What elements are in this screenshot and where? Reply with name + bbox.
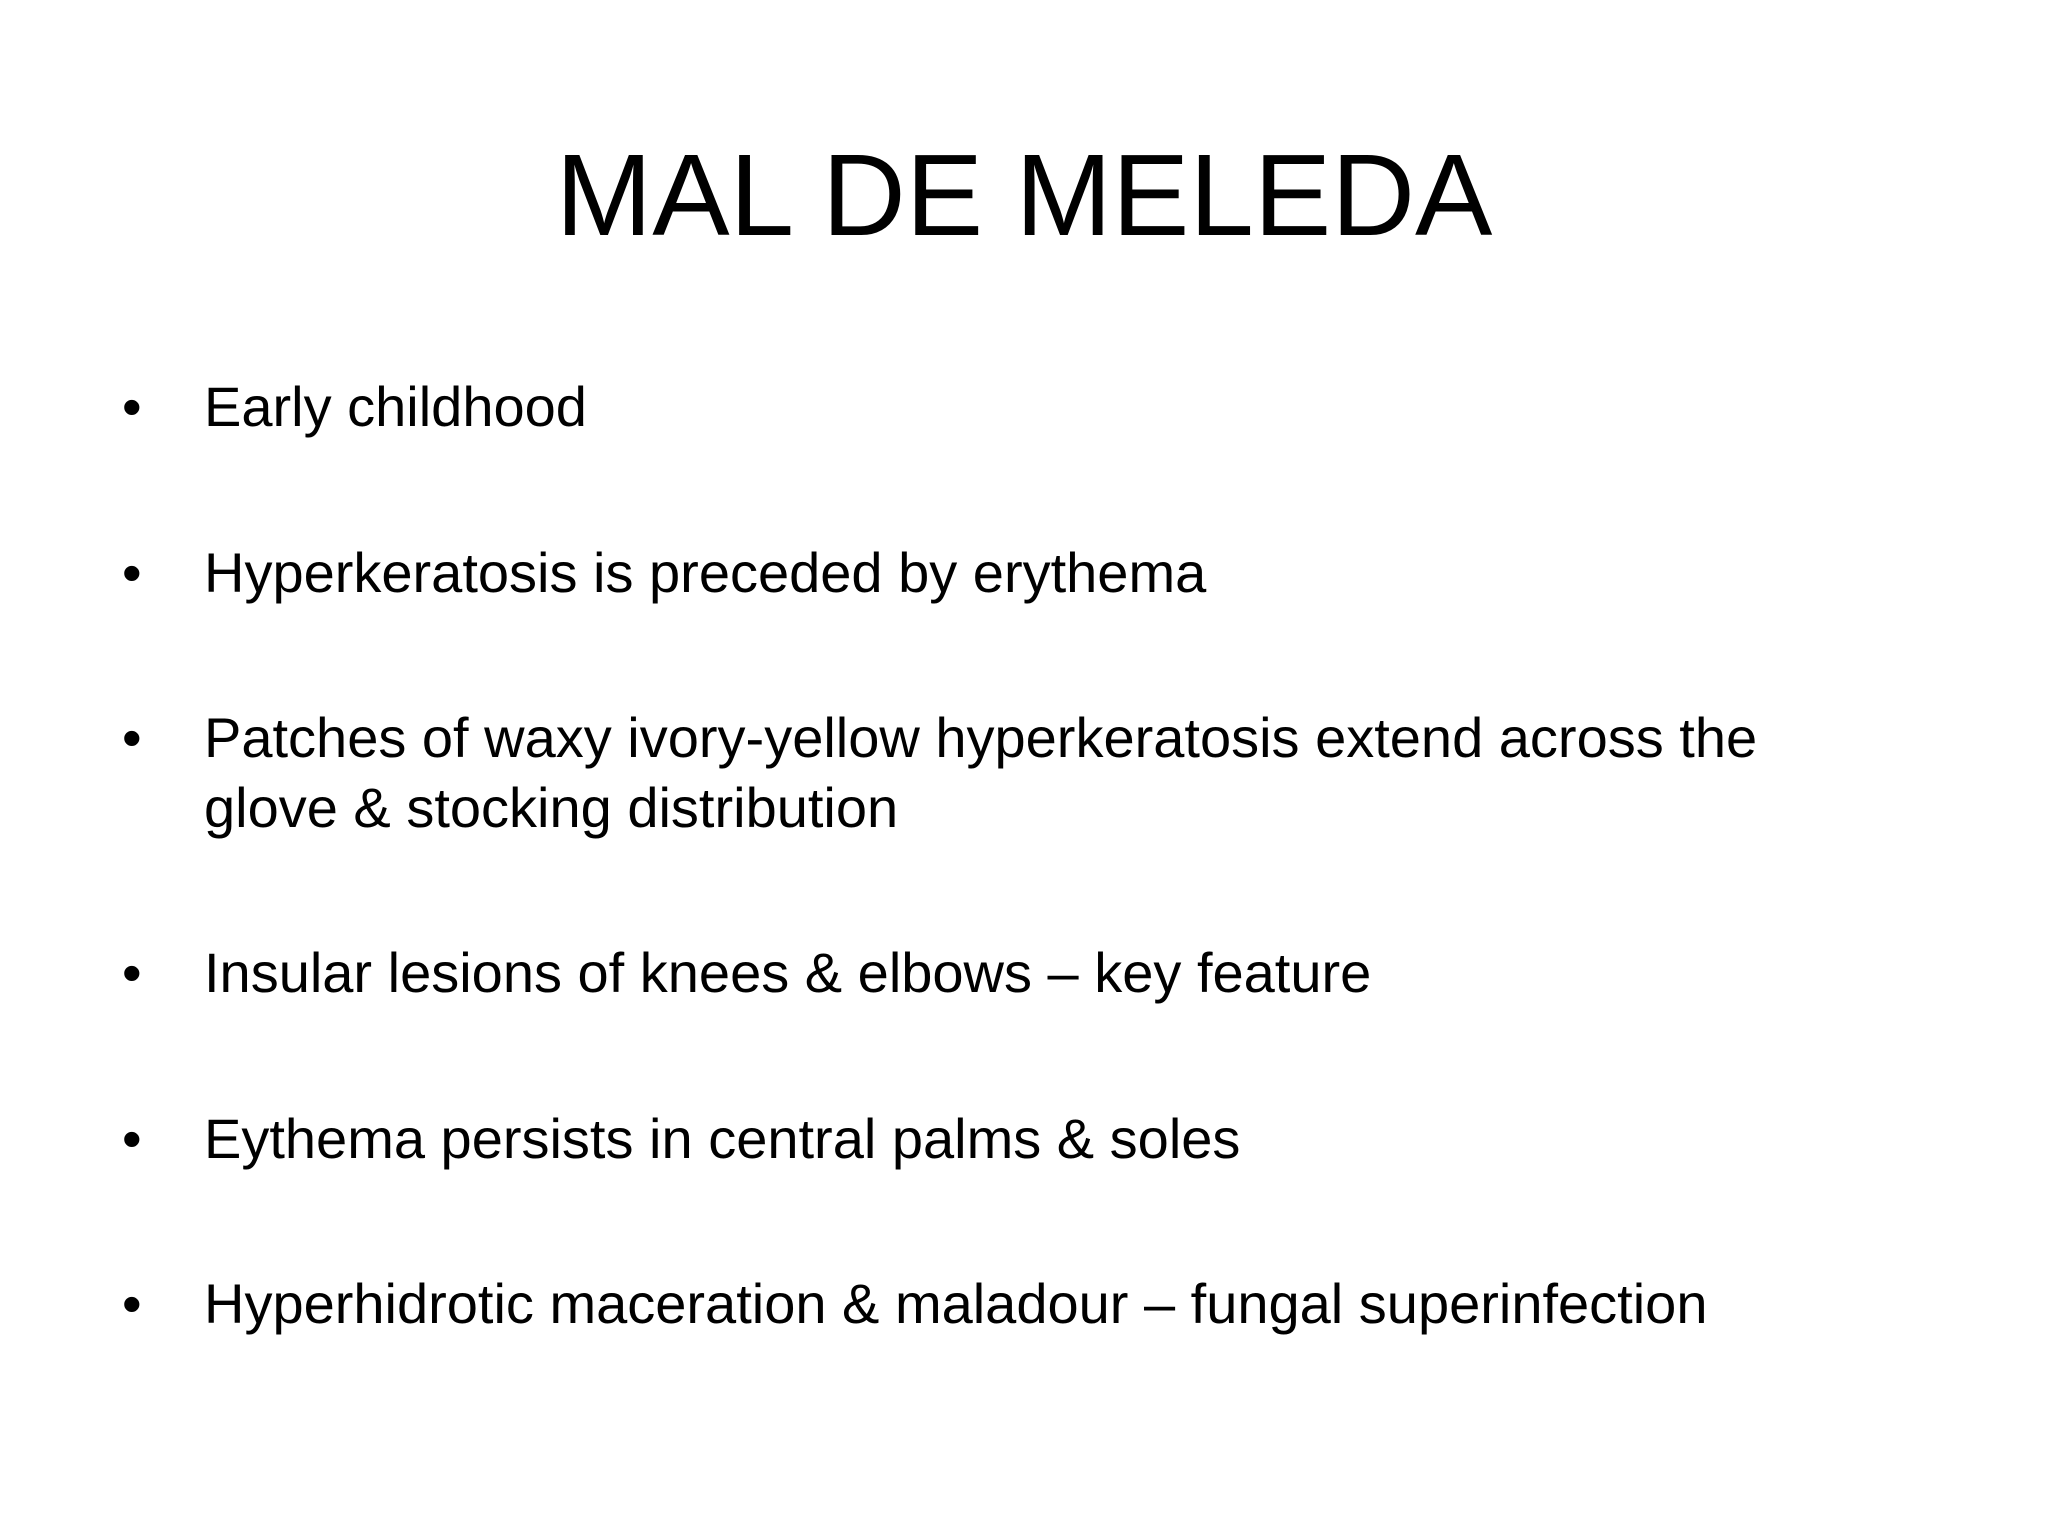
bullet-dot-icon: • [122, 1272, 142, 1335]
bullet-dot-icon: • [122, 706, 142, 769]
bullet-text: Eythema persists in central palms & soles [204, 1107, 1241, 1170]
bullet-text: Hyperhidrotic maceration & maladour – fungal superinfection [204, 1272, 1708, 1335]
bullet-dot-icon: • [122, 375, 142, 438]
bullet-text: Hyperkeratosis is preceded by erythema [204, 541, 1207, 604]
bullet-dot-icon: • [122, 541, 142, 604]
bullet-text: Patches of waxy ivory-yellow hyperkeratosis extend across the glove & stocking distribution [204, 706, 1758, 839]
bullet-dot-icon: • [122, 941, 142, 1004]
bullet-text: Insular lesions of knees & elbows – key feature [204, 941, 1372, 1004]
slide-title: MAL DE MELEDA [555, 130, 1493, 260]
bullet-dot-icon: • [122, 1107, 142, 1170]
bullet-text: Early childhood [204, 375, 587, 438]
